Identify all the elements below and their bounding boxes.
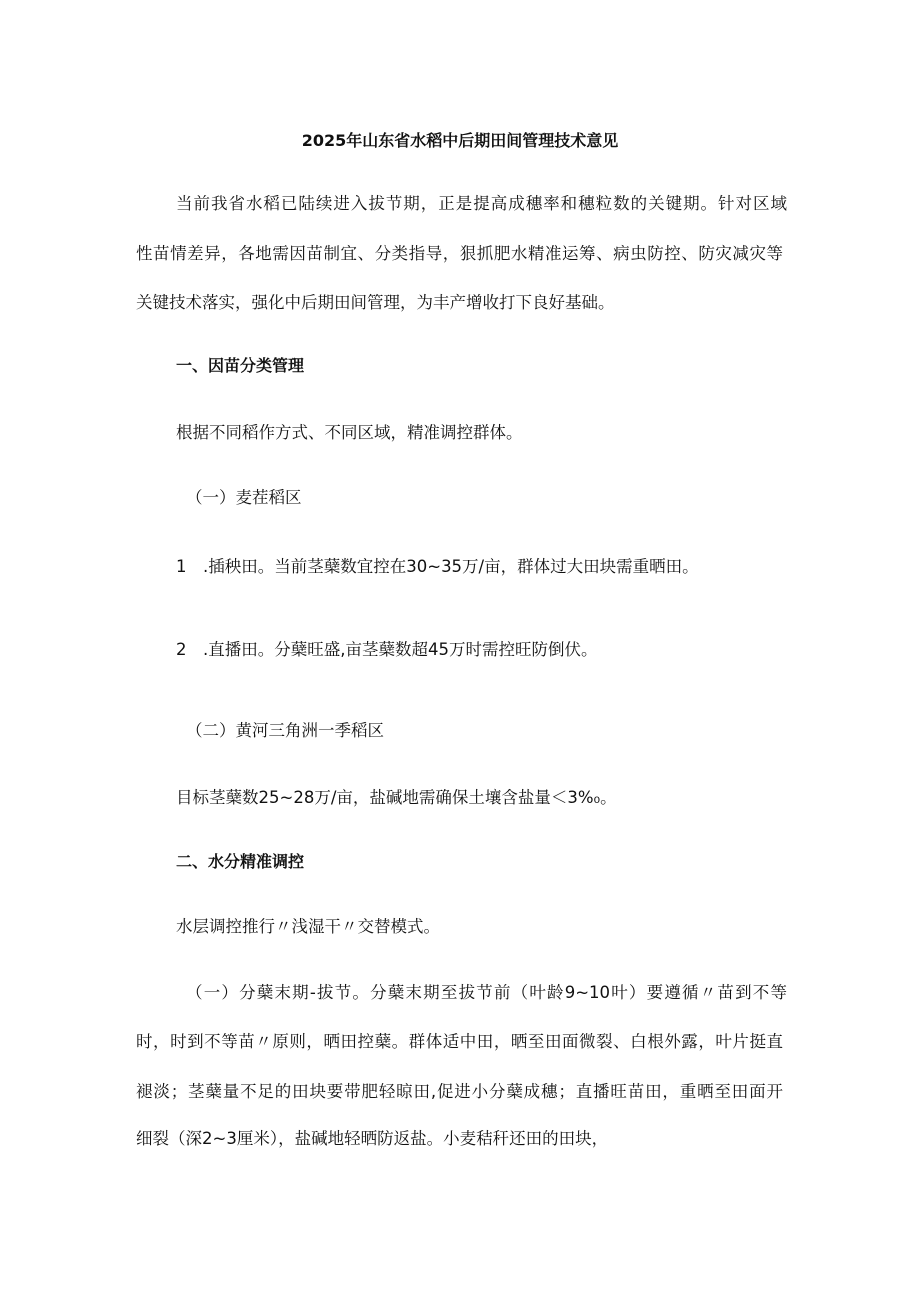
section-2-para-line-1: （一）分蘖末期-拔节。分蘖末期至拔节前（叶龄9~10叶）要遵循〃苗到不等 (186, 983, 787, 1002)
document-title: 2025年山东省水稻中后期田间管理技术意见 (301, 131, 619, 150)
list-item-1: 1 .插秧田。当前茎蘖数宜控在30~35万/亩，群体过大田块需重晒田。 (176, 557, 699, 576)
list-item-2: 2 .直播田。分蘖旺盛,亩茎蘖数超45万时需控旺防倒伏。 (176, 640, 598, 659)
intro-line-1: 当前我省水稻已陆续进入拔节期，正是提高成穗率和穗粒数的关键期。针对区域 (176, 194, 787, 213)
subsection-2-heading: （二）黄河三角洲一季稻区 (186, 721, 384, 740)
intro-line-2: 性苗情差异，各地需因苗制宜、分类指导，狠抓肥水精准运筹、病虫防控、防灾减灾等 (136, 244, 783, 263)
section-1-heading: 一、因苗分类管理 (176, 356, 305, 375)
subsection-1-heading: （一）麦茬稻区 (186, 488, 302, 507)
section-2-lead: 水层调控推行〃浅湿干〃交替模式。 (176, 917, 440, 936)
section-1-lead: 根据不同稻作方式、不同区域，精准调控群体。 (176, 423, 523, 442)
section-2-para-line-3: 褪淡；茎蘖量不足的田块要带肥轻晾田,促进小分蘖成穗；直播旺苗田，重晒至田面开 (136, 1082, 783, 1101)
subsection-2-text: 目标茎蘖数25~28万/亩，盐碱地需确保土壤含盐量＜3%₀。 (176, 788, 617, 807)
section-2-para-line-4: 细裂（深2~3厘米），盐碱地轻晒防返盐。小麦秸秆还田的田块， (136, 1129, 609, 1148)
section-2-para-line-2: 时，时到不等苗〃原则，晒田控蘖。群体适中田，晒至田面微裂、白根外露，叶片挺直 (136, 1032, 783, 1051)
section-2-heading: 二、水分精准调控 (176, 852, 305, 871)
intro-line-3: 关键技术落实，强化中后期田间管理，为丰产增收打下良好基础。 (136, 293, 615, 312)
